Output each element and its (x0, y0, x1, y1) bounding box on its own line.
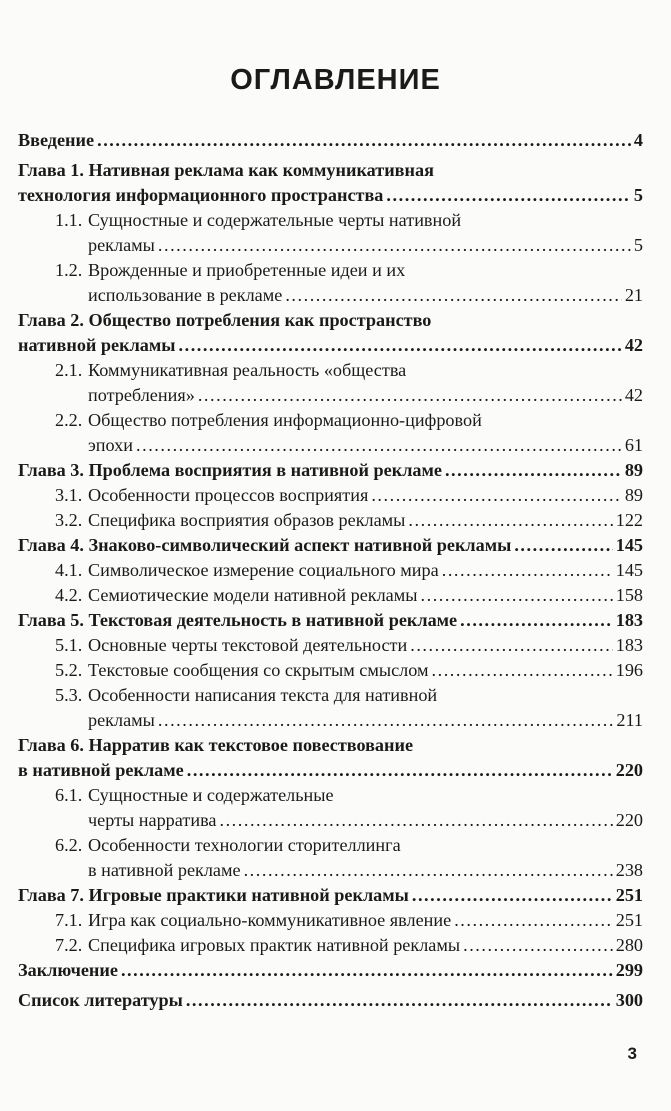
entry-page-number: 89 (624, 485, 643, 505)
section-number: 2.1. (55, 360, 83, 380)
toc-section-entry[interactable] (18, 258, 643, 308)
entry-page-number: 196 (615, 660, 643, 680)
entry-page-number: 299 (615, 960, 643, 980)
entry-page-number: 280 (615, 935, 643, 955)
entry-title: Глава 7. Игровые практики нативной рекламы (18, 885, 409, 905)
toc-section-entry[interactable] (18, 908, 643, 933)
section-number: 3.1. (55, 485, 83, 505)
toc-section-entry[interactable] (18, 208, 643, 258)
entry-title-first-line: Коммуникативная реальность «общества (88, 360, 407, 380)
dot-leader (463, 933, 613, 958)
dot-leader (454, 908, 613, 933)
toc-chapter-entry[interactable] (18, 733, 643, 783)
toc-chapter-entry[interactable] (18, 608, 643, 633)
toc-section-entry[interactable] (18, 683, 643, 733)
entry-title: в нативной рекламе (18, 760, 184, 780)
toc-chapter-entry[interactable] (18, 883, 643, 908)
dot-leader (186, 988, 613, 1013)
entry-page-number: 4 (633, 130, 643, 150)
dot-leader (285, 283, 622, 308)
entry-title: Глава 3. Проблема восприятия в нативной рекламе (18, 460, 442, 480)
toc-section-entry[interactable] (18, 583, 643, 608)
dot-leader (121, 958, 613, 983)
entry-title: Символическое измерение социального мира (88, 560, 439, 580)
entry-title-first-line: Глава 2. Общество потребления как пространство (18, 310, 432, 330)
section-number: 1.1. (55, 210, 83, 230)
section-number: 6.1. (55, 785, 83, 805)
entry-title: Игра как социально-коммуникативное явление (88, 910, 452, 930)
dot-leader (136, 433, 622, 458)
dot-leader (460, 608, 613, 633)
toc-section-entry[interactable] (18, 833, 643, 883)
section-number: 6.2. (55, 835, 83, 855)
entry-title: Специфика игровых практик нативной рекламы (88, 935, 461, 955)
entry-page-number: 238 (615, 860, 643, 880)
entry-title-first-line: Общество потребления информационно-цифровой (88, 410, 482, 430)
entry-title-first-line: Врожденные и приобретенные идеи и их (88, 260, 406, 280)
entry-page-number: 220 (615, 810, 643, 830)
entry-page-number: 251 (615, 885, 643, 905)
dot-leader (445, 458, 622, 483)
entry-title-first-line: Особенности технологии сторителлинга (88, 835, 401, 855)
entry-page-number: 42 (624, 335, 643, 355)
toc-section-entry[interactable] (18, 408, 643, 458)
toc-section-entry[interactable] (18, 358, 643, 408)
section-number: 5.1. (55, 635, 83, 655)
entry-page-number: 158 (615, 585, 643, 605)
dot-leader (421, 583, 613, 608)
section-number: 2.2. (55, 410, 83, 430)
dot-leader (408, 508, 612, 533)
entry-title: рекламы (88, 710, 155, 730)
dot-leader (244, 858, 613, 883)
entry-title: использование в рекламе (88, 285, 283, 305)
entry-title: нативной рекламы (18, 335, 176, 355)
entry-title-first-line: Особенности написания текста для нативной (88, 685, 438, 705)
dot-leader (386, 183, 631, 208)
entry-title: Особенности процессов восприятия (88, 485, 369, 505)
entry-title: в нативной рекламе (88, 860, 241, 880)
entry-page-number: 300 (615, 990, 643, 1010)
entry-page-number: 42 (624, 385, 643, 405)
entry-title-first-line: Глава 1. Нативная реклама как коммуникативная (18, 160, 434, 180)
toc-section-entry[interactable] (18, 633, 643, 658)
toc-chapter-entry[interactable] (18, 533, 643, 558)
toc-section-entry[interactable] (18, 483, 643, 508)
section-number: 4.1. (55, 560, 83, 580)
entry-title: Глава 4. Знаково-символический аспект нативной рекламы (18, 535, 512, 555)
dot-leader (158, 708, 614, 733)
entry-title: Семиотические модели нативной рекламы (88, 585, 418, 605)
page-number: 3 (627, 1044, 637, 1063)
entry-title-first-line: Сущностные и содержательные черты нативной (88, 210, 462, 230)
dot-leader (514, 533, 612, 558)
entry-title: рекламы (88, 235, 155, 255)
entry-title-first-line: Глава 6. Нарратив как текстовое повествование (18, 735, 414, 755)
toc-section-entry[interactable] (18, 508, 643, 533)
entry-page-number: 145 (615, 560, 643, 580)
entry-title: черты нарратива (88, 810, 217, 830)
dot-leader (410, 633, 613, 658)
entry-page-number: 89 (624, 460, 643, 480)
entry-page-number: 61 (624, 435, 643, 455)
entry-page-number: 21 (624, 285, 643, 305)
entry-page-number: 220 (615, 760, 643, 780)
toc-section-entry[interactable] (18, 933, 643, 958)
entry-title: Глава 5. Текстовая деятельность в нативной рекламе (18, 610, 458, 630)
section-number: 1.2. (55, 260, 83, 280)
dot-leader (198, 383, 622, 408)
section-number: 3.2. (55, 510, 83, 530)
toc-section-entry[interactable] (18, 658, 643, 683)
toc-section-entry[interactable] (18, 558, 643, 583)
entry-title: технология информационного пространства (18, 185, 384, 205)
dot-leader (432, 658, 613, 683)
entry-page-number: 5 (633, 235, 643, 255)
toc-entry[interactable] (18, 128, 643, 153)
page-title: ОГЛАВЛЕНИЕ (230, 64, 441, 96)
entry-title: Список литературы (18, 990, 183, 1010)
toc-chapter-entry[interactable] (18, 308, 643, 358)
entry-title: эпохи (88, 435, 134, 455)
dot-leader (412, 883, 613, 908)
entry-page-number: 122 (615, 510, 643, 530)
entry-title: Введение (18, 130, 95, 150)
toc-chapter-entry[interactable] (18, 158, 643, 208)
dot-leader (179, 333, 622, 358)
entry-title: Специфика восприятия образов рекламы (88, 510, 406, 530)
section-number: 5.2. (55, 660, 83, 680)
toc-entry[interactable] (18, 958, 643, 983)
dot-leader (442, 558, 613, 583)
entry-page-number: 183 (615, 610, 643, 630)
toc-entry[interactable] (18, 988, 643, 1013)
toc-section-entry[interactable] (18, 783, 643, 833)
section-number: 5.3. (55, 685, 83, 705)
entry-title: Заключение (18, 960, 118, 980)
entry-title: потребления» (88, 385, 195, 405)
entry-page-number: 183 (615, 635, 643, 655)
dot-leader (371, 483, 622, 508)
dot-leader (97, 128, 631, 153)
entry-page-number: 5 (633, 185, 643, 205)
entry-title-first-line: Сущностные и содержательные (88, 785, 334, 805)
entry-page-number: 145 (615, 535, 643, 555)
section-number: 7.2. (55, 935, 83, 955)
section-number: 7.1. (55, 910, 83, 930)
entry-title: Текстовые сообщения со скрытым смыслом (88, 660, 429, 680)
entry-page-number: 211 (616, 710, 643, 730)
section-number: 4.2. (55, 585, 83, 605)
toc-chapter-entry[interactable] (18, 458, 643, 483)
entry-page-number: 251 (615, 910, 643, 930)
dot-leader (158, 233, 631, 258)
dot-leader (219, 808, 612, 833)
table-of-contents (18, 128, 643, 1018)
dot-leader (187, 758, 613, 783)
entry-title: Основные черты текстовой деятельности (88, 635, 408, 655)
